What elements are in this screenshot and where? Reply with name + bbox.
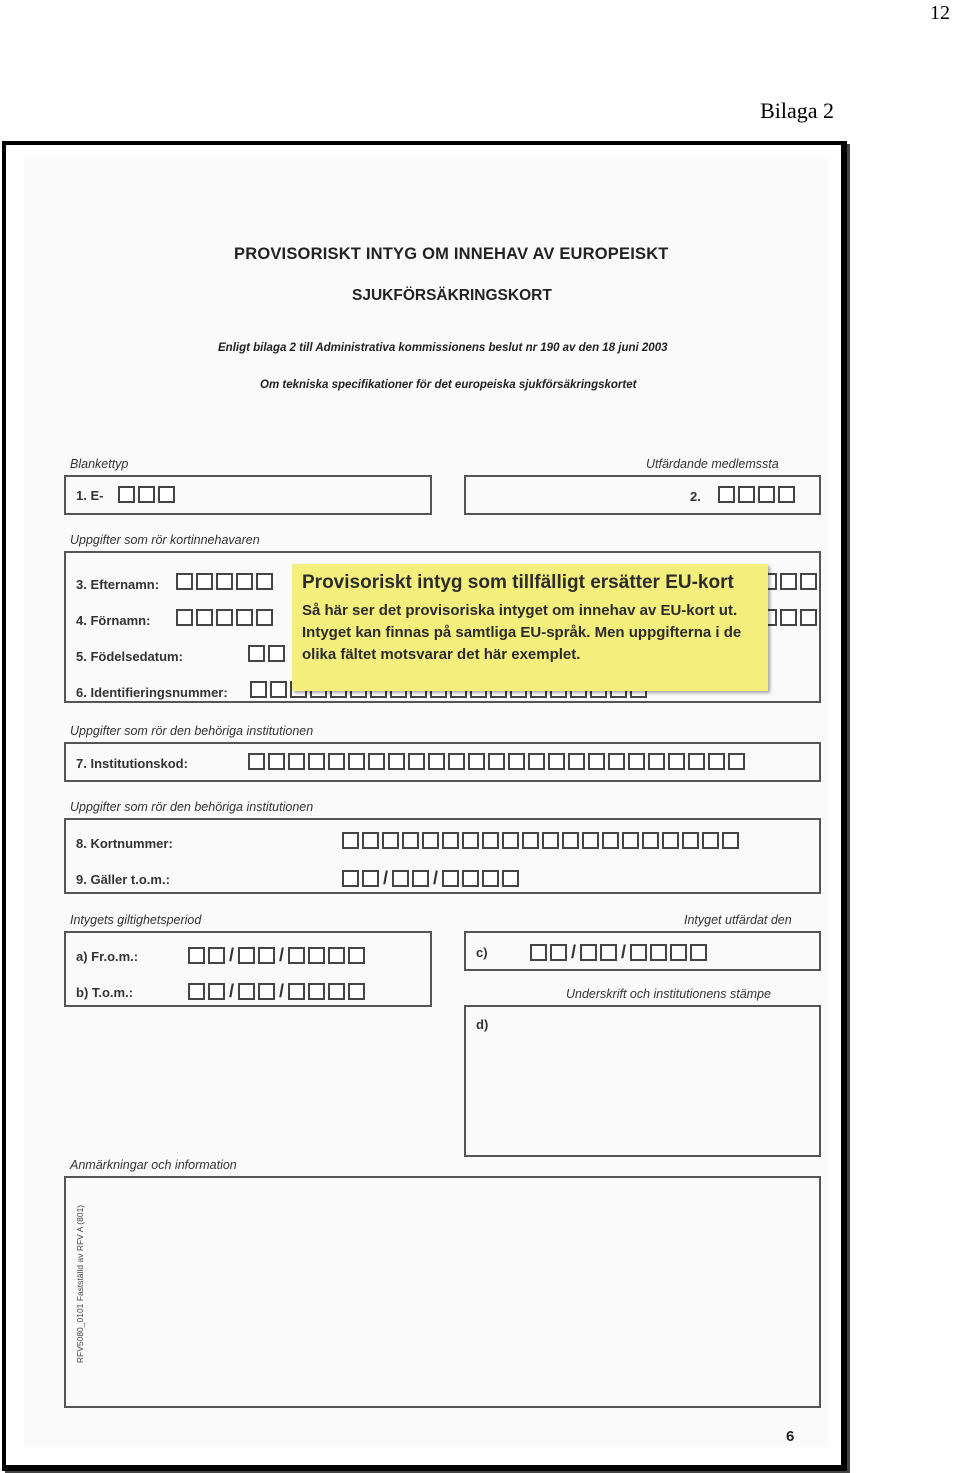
field3-cells-right xyxy=(760,573,817,590)
field5-cells xyxy=(248,645,285,662)
form-subtitle-line2: Om tekniska specifikationer för det europeiska sjukförsäkringskortet xyxy=(260,379,637,391)
appendix-label: Bilaga 2 xyxy=(760,98,834,123)
callout-body: Så här ser det provisoriska intyget om innehav av EU-kort ut. Intyget kan finnas på samtliga EU-språk. Men uppgifterna i de olika fältet motsvarar det här exemplet. xyxy=(302,602,742,663)
field-a-label: a) Fr.o.m.: xyxy=(76,949,139,964)
callout-note xyxy=(292,564,768,691)
field1-box xyxy=(64,475,432,515)
issued-label: Intyget utfärdat den xyxy=(684,913,792,927)
remarks-box xyxy=(64,1176,821,1408)
signature-label: Underskrift och institutionens stämpe xyxy=(566,987,771,1001)
field7-label: 7. Institutionskod: xyxy=(76,756,188,771)
signature-box xyxy=(464,1005,821,1157)
field-c-cells: / / xyxy=(530,942,707,963)
field7-cells xyxy=(248,753,745,770)
field2-label: 2. xyxy=(690,489,701,504)
form-sheet xyxy=(24,159,829,1447)
callout-heading: Provisoriskt intyg som tillfälligt ersätter EU-kort xyxy=(302,572,734,593)
side-form-code: RFV5080_0101 Fastställd av RFV A (801) xyxy=(75,1204,85,1364)
remarks-label: Anmärkningar och information xyxy=(70,1158,237,1172)
field4-cells xyxy=(176,609,273,626)
field4-cells-right xyxy=(760,609,817,626)
institution-code-box xyxy=(64,742,821,782)
field-b-cells: / / xyxy=(188,981,365,1002)
field-d-label: d) xyxy=(476,1017,489,1032)
section-holder-label: Uppgifter som rör kortinnehavaren xyxy=(70,533,260,547)
field9-label: 9. Gäller t.o.m.: xyxy=(76,872,170,887)
card-box xyxy=(64,818,821,894)
field-c-label: c) xyxy=(476,945,488,960)
form-subtitle-line1: Enligt bilaga 2 till Administrativa kommissionens beslut nr 190 av den 18 juni 2003 xyxy=(218,342,668,354)
field2-box xyxy=(464,475,821,515)
field1-cells xyxy=(118,486,175,503)
field3-cells xyxy=(176,573,273,590)
field1-label: 1. E- xyxy=(76,488,104,503)
page-number: 12 xyxy=(930,2,950,24)
section-institution2-label: Uppgifter som rör den behöriga institutionen xyxy=(70,800,314,814)
field3-label: 3. Efternamn: xyxy=(76,577,160,592)
utfardande-label: Utfärdande medlemssta xyxy=(646,457,779,471)
form-image-frame xyxy=(2,141,847,1471)
field2-cells xyxy=(718,486,795,503)
field-b-label: b) T.o.m.: xyxy=(76,985,134,1000)
validity-label: Intygets giltighetsperiod xyxy=(70,913,202,927)
field-a-cells: / / xyxy=(188,945,365,966)
field5-label: 5. Födelsedatum: xyxy=(76,649,183,664)
form-title-line2: SJUKFÖRSÄKRINGSKORT xyxy=(352,287,552,304)
issued-box xyxy=(464,931,821,971)
field9-cells: / / xyxy=(342,868,519,889)
field6-label: 6. Identifieringsnummer: xyxy=(76,685,228,700)
field8-cells xyxy=(342,832,739,849)
field8-label: 8. Kortnummer: xyxy=(76,836,173,851)
field4-label: 4. Förnamn: xyxy=(76,613,151,628)
validity-box xyxy=(64,931,432,1007)
section-institution1-label: Uppgifter som rör den behöriga institutionen xyxy=(70,724,314,738)
blankettyp-label: Blankettyp xyxy=(70,457,129,471)
sheet-number: 6 xyxy=(786,1428,795,1445)
form-title-line1: PROVISORISKT INTYG OM INNEHAV AV EUROPEISKT xyxy=(234,245,669,263)
